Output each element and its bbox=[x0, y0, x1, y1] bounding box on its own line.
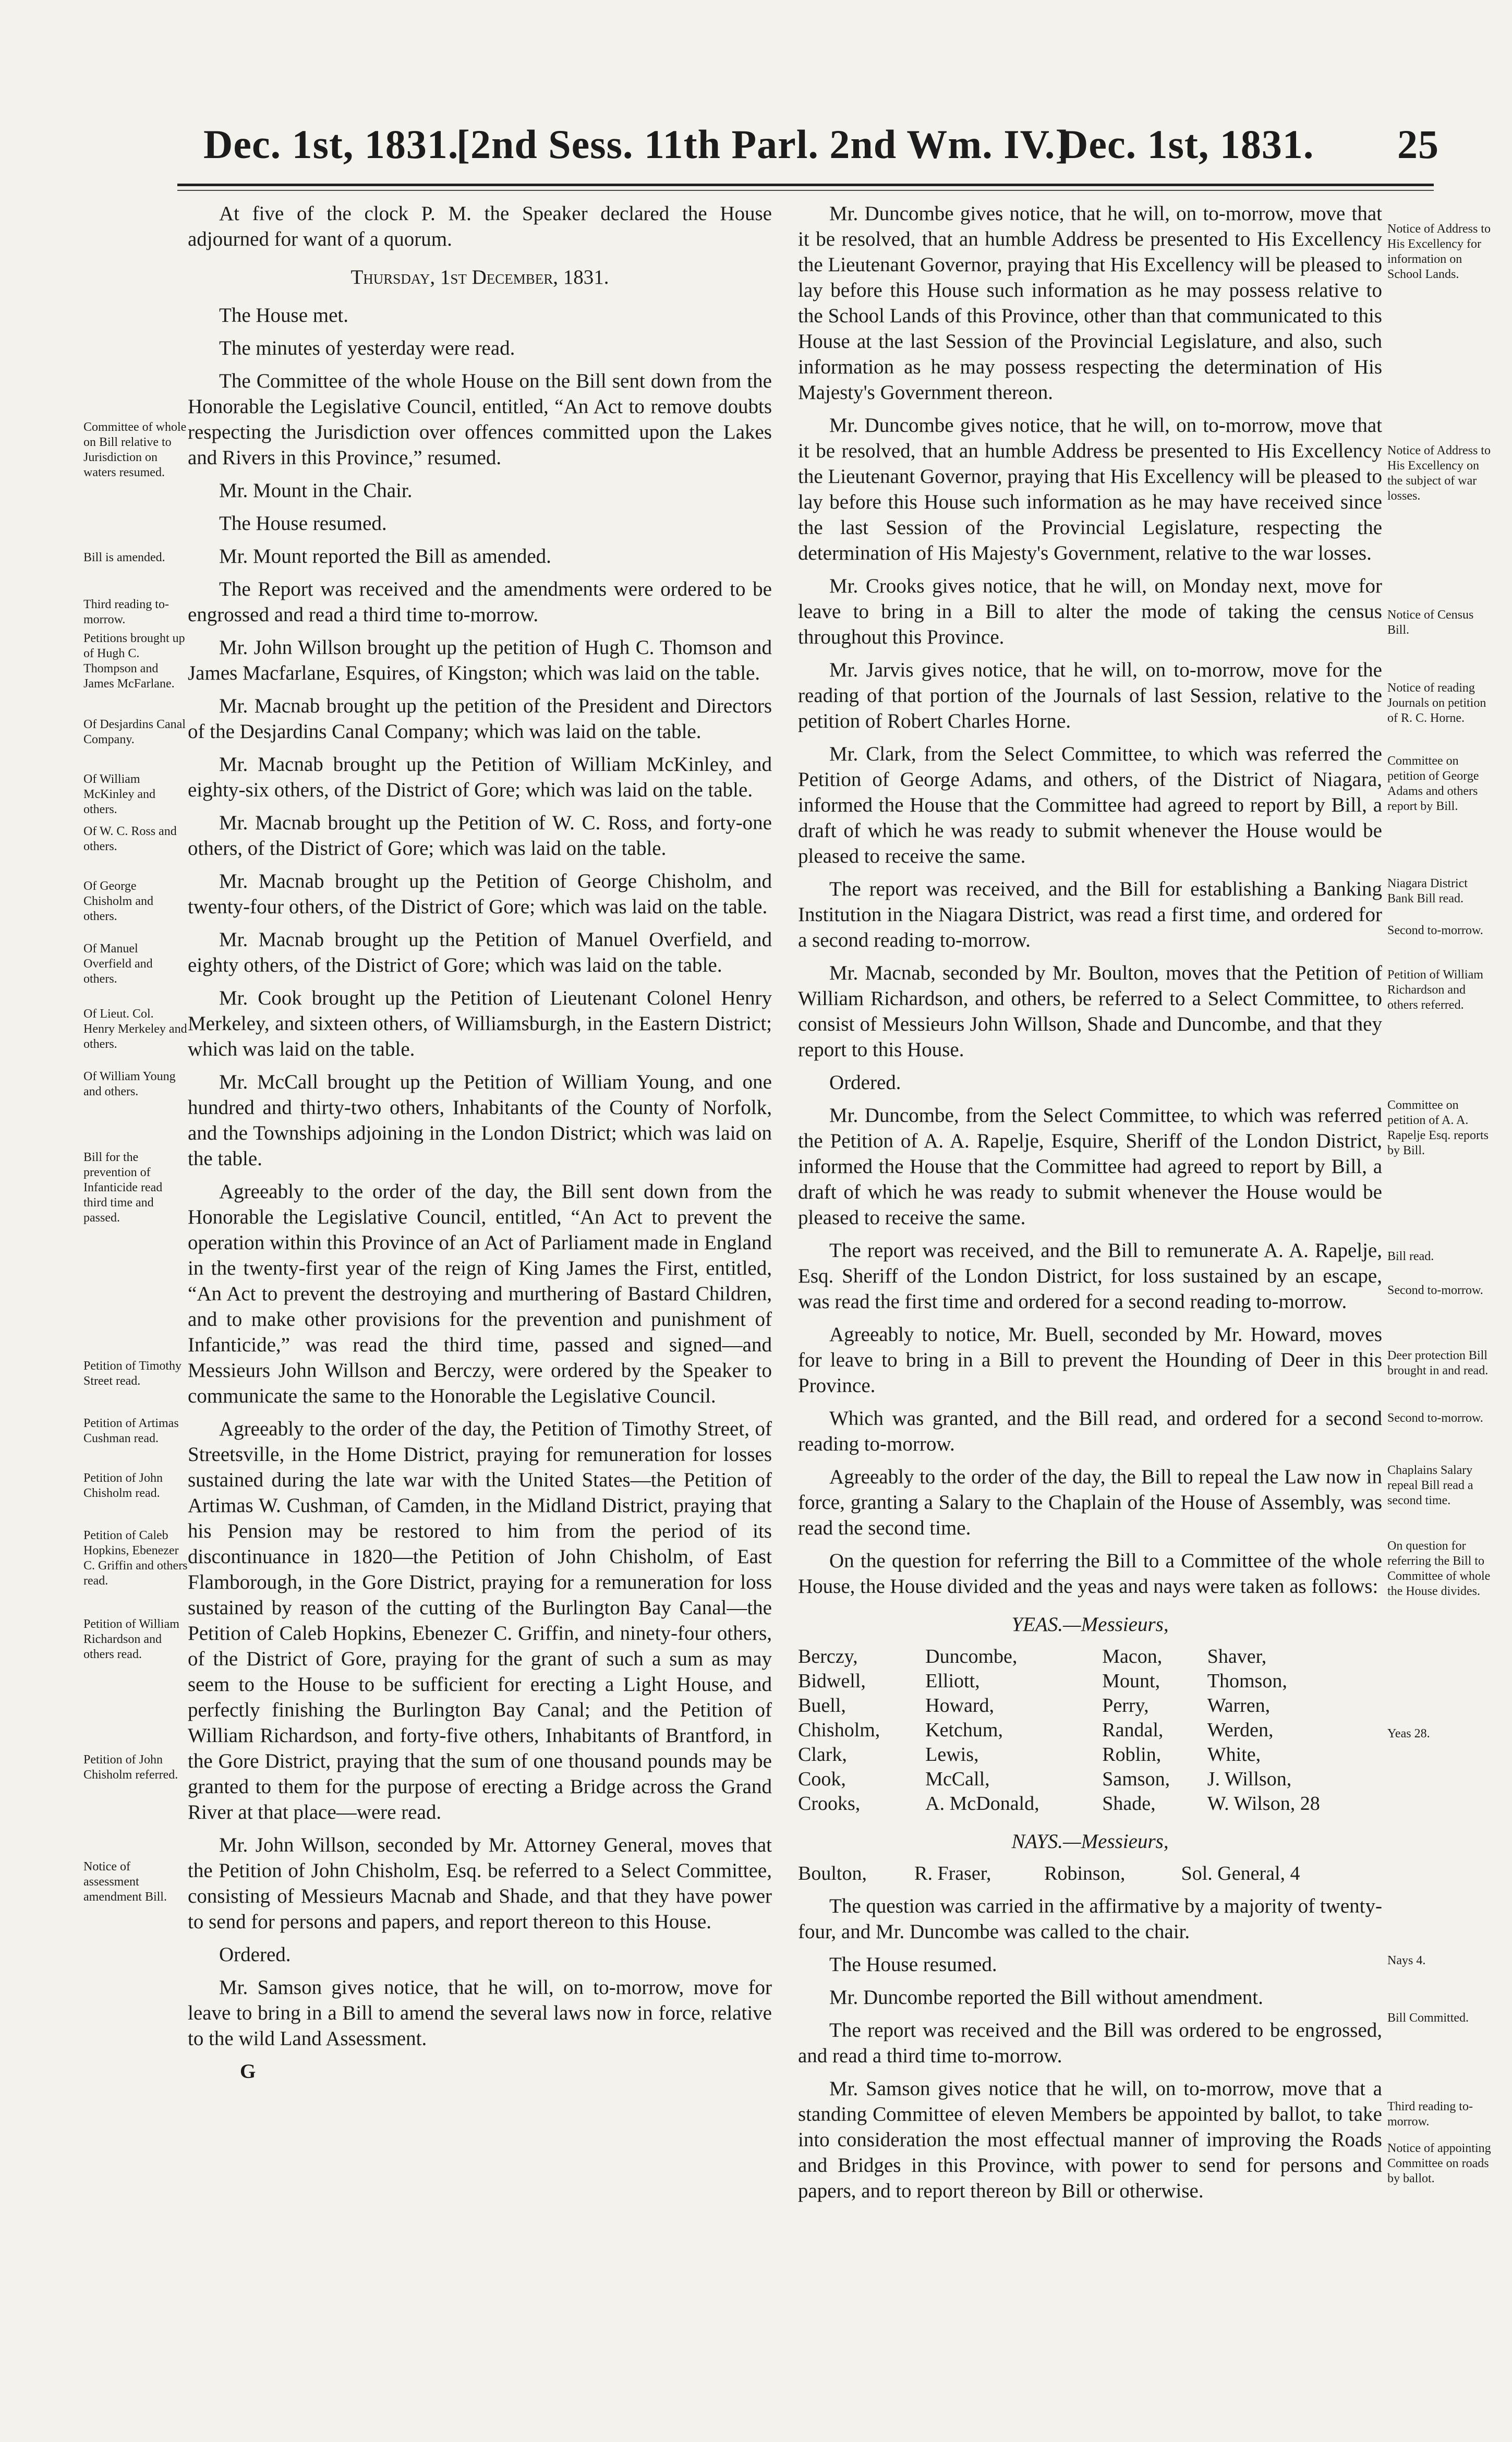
margin-note: Notice of Census Bill. bbox=[1387, 608, 1474, 637]
vote-name: Crooks, bbox=[798, 1793, 861, 1815]
paragraph: The minutes of yesterday were read. bbox=[219, 337, 515, 359]
paragraph: Mr. Crooks gives notice, that he will, on Monday next, move for leave to bring in a Bill to alter the mode of taking the census throughout this Province. bbox=[798, 575, 1382, 648]
vote-name: Lewis, bbox=[925, 1744, 979, 1766]
vote-name: Cook, bbox=[798, 1768, 846, 1790]
margin-note: Committee of whole on Bill relative to Jurisdiction on waters resumed. bbox=[83, 420, 187, 479]
vote-name: R. Fraser, bbox=[914, 1863, 991, 1884]
right-column bbox=[798, 201, 1382, 2211]
paragraph: Mr. Macnab brought up the Petition of Manuel Overfield, and eighty others, of the District of Gore; which was laid on the table. bbox=[188, 928, 772, 976]
paragraph: Mr. Macnab, seconded by Mr. Boulton, moves that the Petition of William Richardson, and others, be referred to a Select Committee, to consist of Messieurs John Willson, Shade and Duncombe, and that they report to this House. bbox=[798, 962, 1382, 1061]
vote-name: W. Wilson, 28 bbox=[1207, 1793, 1320, 1815]
paragraph: Mr. John Willson, seconded by Mr. Attorney General, moves that the Petition of John Chisholm, Esq. be referred to a Select Committee, consisting of Messieurs Macnab and Shade, and that they have power to send for persons and papers, and report thereon to this House. bbox=[188, 1834, 772, 1933]
left-column bbox=[188, 201, 772, 2092]
vote-name: Elliott, bbox=[925, 1670, 980, 1692]
vote-name: Roblin, bbox=[1102, 1744, 1162, 1766]
vote-row bbox=[798, 1669, 1382, 1694]
vote-name: Werden, bbox=[1207, 1719, 1274, 1741]
paragraph: Mr. Macnab brought up the Petition of W. C. Ross, and forty-one others, of the District of Gore; which was laid on the table. bbox=[188, 812, 772, 860]
vote-name: Bidwell, bbox=[798, 1670, 866, 1692]
margin-note: Chaplains Salary repeal Bill read a second time. bbox=[1387, 1464, 1473, 1507]
paragraph: Mr. Duncombe gives notice, that he will, on to-morrow, move that it be resolved, that an humble Address be presented to His Excellency the Lieutenant Governor, praying that His Excellency will be pleased to lay before this House such information as he may have received since the last Session of the Provincial Legislature, respecting the determination of His Majesty's Government, relative to the war losses. bbox=[798, 414, 1382, 564]
vote-name: Samson, bbox=[1102, 1768, 1170, 1790]
date-heading: Thursday, 1st December, 1831. bbox=[350, 266, 609, 288]
margin-note: Committee on petition of George Adams and others report by Bill. bbox=[1387, 754, 1479, 813]
paragraph: Agreeably to the order of the day, the Bill sent down from the Honorable the Legislative Council, entitled, “An Act to prevent the operation within this Province of an Act of Parliament made in England in the twenty-first year of the reign of King James the First, entitled, “An Act to prevent the destroying and murthering of Bastard Children, and to make other provisions for the prevention and punishment of Infanticide,” was read the third time, passed and signed—and Messieurs John Willson and Berczy, were ordered by the Speaker to communicate the same to the Honorable the Legislative Council. bbox=[188, 1180, 772, 1407]
header-date-right: Dec. 1st, 1831. bbox=[1059, 122, 1314, 167]
vote-row bbox=[798, 1645, 1382, 1669]
yeas-table bbox=[798, 1645, 1382, 1816]
margin-note: Of William McKinley and others. bbox=[83, 772, 155, 816]
vote-name: Randal, bbox=[1102, 1719, 1164, 1741]
vote-name: Mount, bbox=[1102, 1670, 1160, 1692]
vote-row bbox=[798, 1861, 1382, 1886]
margin-note: Niagara District Bank Bill read. bbox=[1387, 877, 1468, 905]
margin-note: Petition of Artimas Cushman read. bbox=[83, 1417, 179, 1445]
paragraph: At five of the clock P. M. the Speaker declared the House adjourned for want of a quorum. bbox=[188, 202, 772, 250]
margin-note: Bill for the prevention of Infanticide read third time and passed. bbox=[83, 1151, 163, 1225]
margin-note: Petition of William Richardson and others referred. bbox=[1387, 968, 1483, 1012]
margin-note: Of William Young and others. bbox=[83, 1070, 176, 1098]
vote-name: Clark, bbox=[798, 1744, 847, 1766]
margin-note: Petition of John Chisholm referred. bbox=[83, 1753, 178, 1782]
vote-name: McCall, bbox=[925, 1768, 990, 1790]
vote-name: Warren, bbox=[1207, 1695, 1271, 1716]
paragraph: Agreeably to the order of the day, the Bill to repeal the Law now in force, granting a Salary to the Chaplain of the House of Assembly, was read the second time. bbox=[798, 1466, 1382, 1539]
margin-note: Petition of William Richardson and others read. bbox=[83, 1617, 179, 1661]
margin-note: Deer protection Bill brought in and read. bbox=[1387, 1349, 1489, 1377]
margin-note: Of Lieut. Col. Henry Merkeley and others. bbox=[83, 1007, 187, 1051]
vote-name: Robinson, bbox=[1044, 1863, 1126, 1884]
margin-note: Of Desjardins Canal Company. bbox=[83, 718, 186, 746]
vote-name: Howard, bbox=[925, 1695, 995, 1716]
paragraph: The question was carried in the affirmative by a majority of twenty-four, and Mr. Duncombe was called to the chair. bbox=[798, 1895, 1382, 1943]
vote-row bbox=[798, 1743, 1382, 1767]
vote-name: Shade, bbox=[1102, 1793, 1156, 1815]
vote-name: Sol. General, 4 bbox=[1181, 1863, 1300, 1884]
margin-note: Notice of appointing Committee on roads by ballot. bbox=[1387, 2142, 1491, 2185]
paragraph: The Report was received and the amendments were ordered to be engrossed and read a third time to-morrow. bbox=[188, 578, 772, 626]
margin-note: Notice of reading Journals on petition of R. C. Horne. bbox=[1387, 681, 1486, 725]
paragraph: Agreeably to the order of the day, the Petition of Timothy Street, of Streetsville, in the Home District, praying for remuneration for losses sustained during the late war with the United States—the Petition of Artimas W. Cushman, of Camden, in the Midland District, praying that his Pension may be restored to him from the period of its discontinuance in 1820—the Petition of John Chisholm, of East Flamborough, in the Gore District, praying for a remuneration for loss sustained by reason of the cutting of the Burlington Bay Canal—the Petition of Caleb Hopkins, Ebenezer C. Griffin, and ninety-four others, of the District of Gore, praying for the grant of such a sum as may seem to the House to be sufficient for erecting a Light House, and perfectly finishing the Burlington Bay Canal; and the Petition of William Richardson, and forty-five others, Inhabitants of Brantford, in the Gore District, praying that the sum of one thousand pounds may be granted to them for the purpose of erecting a Bridge across the Grand River at that place—were read. bbox=[188, 1418, 772, 1823]
margin-note: Third reading to-morrow. bbox=[83, 598, 169, 626]
margin-note: Of W. C. Ross and others. bbox=[83, 825, 177, 853]
margin-note: Third reading to-morrow. bbox=[1387, 2100, 1473, 2129]
paragraph: Mr. Duncombe, from the Select Committee, to which was referred the Petition of A. A. Rapelje, Esquire, Sheriff of the London District, informed the House that the Committee had agreed to report by Bill, a draft of which he was ready to submit whenever the House would be pleased to receive the same. bbox=[798, 1104, 1382, 1229]
paragraph: Mr. Clark, from the Select Committee, to which was referred the Petition of George Adams, and others, of the District of Niagara, informed the House that the Committee had agreed to report by Bill, a draft of which he was ready to submit whenever the House would be pleased to receive the same. bbox=[798, 743, 1382, 867]
paragraph: Mr. Duncombe gives notice, that he will, on to-morrow, move that it be resolved, that an humble Address be presented to His Excellency the Lieutenant Governor, praying that His Excellency will be pleased to lay before this House such information as he may possess relative to the School Lands of this Province, other than that communicated to this House at the last Session of the Provincial Legislature, and also, such information as he may possess respecting the determination of His Majesty's Government thereon. bbox=[798, 202, 1382, 404]
page-header bbox=[172, 121, 1439, 178]
paragraph: The report was received and the Bill was ordered to be engrossed, and read a third time to-morrow. bbox=[798, 2019, 1382, 2067]
paragraph: Ordered. bbox=[829, 1071, 901, 1094]
margin-note: Petition of Timothy Street read. bbox=[83, 1359, 182, 1388]
margin-note: Of Manuel Overfield and others. bbox=[83, 942, 153, 986]
paragraph: The House resumed. bbox=[829, 1953, 997, 1976]
vote-name: Duncombe, bbox=[925, 1646, 1018, 1667]
margin-note: Bill Committed. bbox=[1387, 2011, 1469, 2025]
paragraph: Agreeably to notice, Mr. Buell, seconded by Mr. Howard, moves for leave to bring in a Bill to prevent the Hounding of Deer in this Province. bbox=[798, 1323, 1382, 1397]
margin-note: Second to-morrow. bbox=[1387, 1411, 1483, 1425]
vote-name: Perry, bbox=[1102, 1695, 1149, 1716]
margin-note: Petition of John Chisholm read. bbox=[83, 1471, 163, 1500]
paragraph: Mr. Samson gives notice that he will, on to-morrow, move that a standing Committee of eleven Members be appointed by ballot, to take into consideration the most effectual manner of improving the Roads and Bridges in this Province, with power to send for persons and papers, and to report thereon by Bill or otherwise. bbox=[798, 2077, 1382, 2202]
paragraph: The House met. bbox=[219, 304, 349, 327]
paragraph: Mr. Mount in the Chair. bbox=[219, 479, 413, 502]
paragraph: Mr. Duncombe reported the Bill without amendment. bbox=[829, 1986, 1263, 2009]
vote-name: Boulton, bbox=[798, 1863, 867, 1884]
paragraph: On the question for referring the Bill to a Committee of the whole House, the House divided and the yeas and nays were taken as follows: bbox=[798, 1550, 1382, 1598]
paragraph: Mr. Macnab brought up the Petition of George Chisholm, and twenty-four others, of the District of Gore; which was laid on the table. bbox=[188, 870, 772, 918]
vote-name: J. Willson, bbox=[1207, 1768, 1292, 1790]
vote-name: A. McDonald, bbox=[925, 1793, 1039, 1815]
header-rule bbox=[177, 184, 1434, 186]
header-date-left: Dec. 1st, 1831. bbox=[203, 122, 459, 167]
yeas-title: YEAS.—Messieurs, bbox=[1011, 1613, 1169, 1636]
margin-note: Of George Chisholm and others. bbox=[83, 879, 154, 923]
paragraph: Mr. Macnab brought up the petition of the President and Directors of the Desjardins Canal Company; which was laid on the table. bbox=[188, 695, 772, 743]
paragraph: The House resumed. bbox=[219, 512, 387, 535]
vote-row bbox=[798, 1694, 1382, 1718]
margin-note: Notice of Address to His Excellency for information on School Lands. bbox=[1387, 222, 1491, 281]
margin-note: Notice of Address to His Excellency on the subject of war losses. bbox=[1387, 444, 1491, 503]
margin-note: Second to-morrow. bbox=[1387, 1284, 1483, 1297]
paragraph: The report was received, and the Bill to remunerate A. A. Rapelje, Esq. Sheriff of the London District, for loss sustained by an escape, was read the first time and ordered for a second reading to-morrow. bbox=[798, 1239, 1382, 1313]
paragraph: Mr. Jarvis gives notice, that he will, on to-morrow, move for the reading of that portion of the Journals of last Session, relative to the petition of Robert Charles Horne. bbox=[798, 659, 1382, 732]
margin-note: On question for referring the Bill to Committee of whole the House divides. bbox=[1387, 1539, 1491, 1598]
margin-note: Petition of Caleb Hopkins, Ebenezer C. Griffin and others read. bbox=[83, 1529, 188, 1588]
margin-note: Second to-morrow. bbox=[1387, 924, 1483, 937]
vote-name: Shaver, bbox=[1207, 1646, 1267, 1667]
vote-name: Thomson, bbox=[1207, 1670, 1287, 1692]
margin-note: Bill is amended. bbox=[83, 551, 165, 564]
paragraph: Mr. Cook brought up the Petition of Lieutenant Colonel Henry Merkeley, and sixteen others, of Williamsburgh, in the Eastern District; which was laid on the table. bbox=[188, 987, 772, 1060]
vote-name: Chisholm, bbox=[798, 1719, 880, 1741]
margin-note: Committee on petition of A. A. Rapelje Esq. reports by Bill. bbox=[1387, 1098, 1489, 1157]
vote-name: Ketchum, bbox=[925, 1719, 1003, 1741]
nays-table bbox=[798, 1861, 1382, 1886]
paragraph: Ordered. bbox=[219, 1943, 291, 1966]
margin-note: Petitions brought up of Hugh C. Thompson and James McFarlane. bbox=[83, 632, 185, 691]
vote-row bbox=[798, 1718, 1382, 1743]
page-number: 25 bbox=[1397, 122, 1439, 167]
header-session: [2nd Sess. 11th Parl. 2nd Wm. IV.] bbox=[456, 122, 1070, 167]
margin-note: Notice of assessment amendment Bill. bbox=[83, 1860, 167, 1904]
margin-note: Yeas 28. bbox=[1387, 1727, 1430, 1740]
paragraph: Mr. McCall brought up the Petition of William Young, and one hundred and thirty-two others, Inhabitants of the County of Norfolk, and the Townships adjoining in the London District; which was laid on the table. bbox=[188, 1071, 772, 1170]
margin-note: Bill read. bbox=[1387, 1250, 1434, 1263]
margin-note: Nays 4. bbox=[1387, 1954, 1426, 1967]
header-rule-thin bbox=[177, 190, 1434, 191]
paragraph: Which was granted, and the Bill read, and ordered for a second reading to-morrow. bbox=[798, 1407, 1382, 1455]
paragraph: Mr. Samson gives notice, that he will, on to-morrow, move for leave to bring in a Bill to amend the several laws now in force, relative to the wild Land Assessment. bbox=[188, 1976, 772, 2050]
vote-name: Berczy, bbox=[798, 1646, 858, 1667]
vote-name: White, bbox=[1207, 1744, 1261, 1766]
nays-title: NAYS.—Messieurs, bbox=[1011, 1830, 1169, 1853]
paragraph: The Committee of the whole House on the Bill sent down from the Honorable the Legislative Council, entitled, “An Act to remove doubts respecting the Jurisdiction over offences committed upon the Lakes and Rivers in this Province,” resumed. bbox=[188, 370, 772, 469]
vote-row bbox=[798, 1767, 1382, 1792]
paragraph: The report was received, and the Bill for establishing a Banking Institution in the Niagara District, was read a first time, and ordered for a second reading to-morrow. bbox=[798, 878, 1382, 951]
signature-mark: G bbox=[240, 2060, 256, 2083]
vote-name: Buell, bbox=[798, 1695, 846, 1716]
paragraph: Mr. Macnab brought up the Petition of William McKinley, and eighty-six others, of the District of Gore; which was laid on the table. bbox=[188, 753, 772, 801]
paragraph: Mr. Mount reported the Bill as amended. bbox=[219, 545, 551, 567]
vote-name: Macon, bbox=[1102, 1646, 1163, 1667]
vote-row bbox=[798, 1792, 1382, 1816]
paragraph: Mr. John Willson brought up the petition of Hugh C. Thomson and James Macfarlane, Esquires, of Kingston; which was laid on the table. bbox=[188, 636, 772, 684]
